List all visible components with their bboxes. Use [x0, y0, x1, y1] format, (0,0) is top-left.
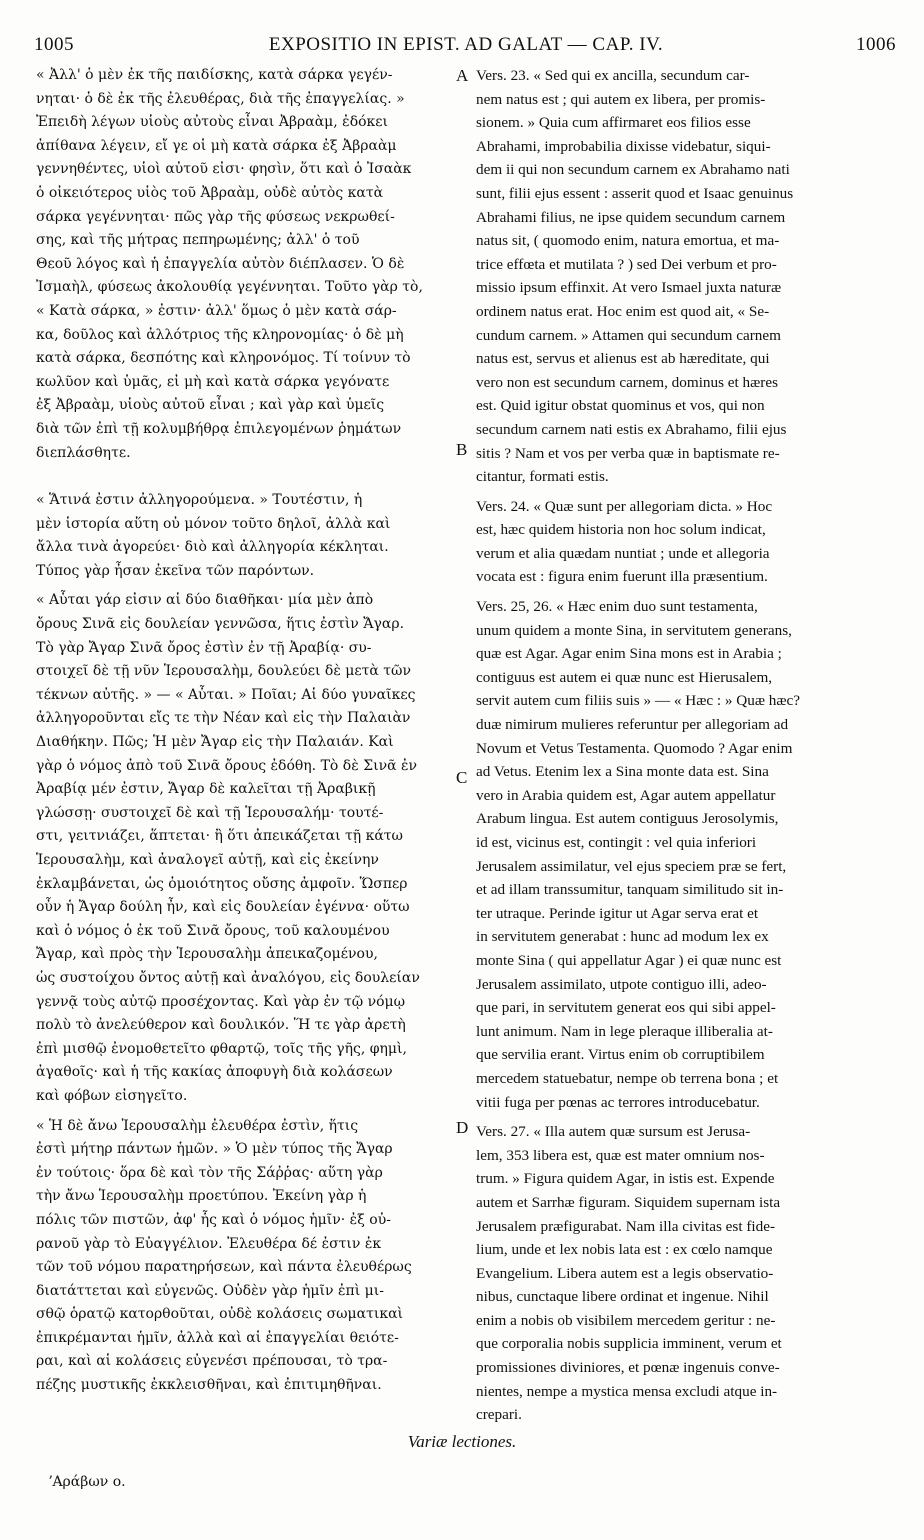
section-marker-d: D	[456, 1118, 469, 1137]
running-title: EXPOSITIO IN EPIST. AD GALAT — CAP. IV.	[268, 34, 664, 55]
section-marker-c: C	[456, 768, 468, 787]
latin-paragraph-1: Vers. 23. « Sed qui ex ancilla, secundum car- nem natus est ; qui autem ex libera, per promis- sionem. » Quia cum affirmaret eos filios esse Abrahami, improbabilia dixisse videbatur, siqui- dem ii qui non secundum carnem ex Abrahamo nati sunt, filii ejus essent : asserit quod et Isaac genuinus Abrahami filius, ne ipse quidem secundum carnem natus sit, ( quomodo enim, natura emortua, et ma- trice effœta et mutilata ? ) sed Dei verbum et pro- missio ipsum effinxit. At vero Ismael juxta naturæ ordinem natus erat. Hoc enim est quod ait, « Se- cundum carnem. » Attamen qui secundum carnem natus est, servus et alienus est ab hæreditate, qui vero non est secundum carnem, dominus et hæres est. Quid igitur obstat quominus et vos, qui non secundum carnem nati estis ex Abrahamo, filii ejus sitis ? Nam et vos per verba quæ in baptismate re- citantur, formati estis.	[476, 67, 794, 486]
greek-column	[36, 64, 454, 1398]
section-marker-a: A	[456, 66, 469, 85]
latin-paragraph-4: Vers. 27. « Illa autem quæ sursum est Jerusa- lem, 353 libera est, quæ est mater omnium nos- trum. » Figura quidem Agar, in istis est. Expende autem et Sarrhæ figuram. Siquidem supernam ista Jerusalem præfigurabat. Nam illa civitas est fide- lium, unde et lex nobis lata est : ex cœlo namque Evangelium. Libera autem est a legis observatio- nibus, cunctaque libere ordinat et ingenue. Nihil enim a nobis ob visibilem mercedem geritur : ne- que corporalia nobis supplicia imminent, verum et promissiones diviniores, et pœnæ ingenuis conve- nientes, nempe a mystica mensa excludi atque in- crepari.	[476, 1123, 782, 1424]
latin-paragraph-3: Vers. 25, 26. « Hæc enim duo sunt testamenta, unum quidem a monte Sina, in servitutem generans, quæ est Agar. Agar enim Sina mons est in Arabia ; contiguus est autem ei quæ nunc est Hierusalem, servit autem cum filiis suis » — « Hæc : » Quæ hæc? duæ nimirum mulieres referuntur per allegoriam ad Novum et Vetus Testamenta. Quomodo ? Agar enim ad Vetus. Etenim lex a Sina monte data est. Sina vero in Arabia quidem est, Agar autem appellatur Arabum lingua. Est autem contiguus Jerosolymis, id est, vicinus est, contingit : vel quia inferiori Jerusalem assimilatur, vel ejus speciem præ se fert, et ad illam transsumitur, tanquam similitudo sit in- ter utraque. Perinde igitur ut Agar serva erat et in servitutem generabat : hunc ad modum lex ex monte Sina ( qui appellatur Agar ) ei quæ nunc est Jerusalem assimilato, utpote contiguo illi, adeo- que pari, in servitutem generat eos qui sibi appel- lunt animum. Nam in lege pleraque illiberalia at- que servilia erant. Virtus enim ob corruptibilem mercedem statuebatur, nempe ob terrena bona ; et vitii fuga per pœnas ac terrores introducebatur.	[476, 598, 800, 1111]
latin-paragraph-2: Vers. 24. « Quæ sunt per allegoriam dicta. » Hoc est, hæc quidem historia non hoc solum indicat, verum et alia quædam nuntiat ; unde et allegoria vocata est : figura enim fuerunt illa præsentium.	[476, 497, 773, 586]
greek-paragraph-1: « Ἀλλ' ὁ μὲν ἐκ τῆς παιδίσκης, κατὰ σάρκα γεγέν- νηται· ὁ δὲ ἐκ τῆς ἐλευθέρας, διὰ τῆς ἐπαγγελίας. » Ἐπειδὴ λέγων υἱοὺς αὐτοὺς εἶναι Ἀβραὰμ, ἐδόκει ἀπίθανα λέγειν, εἴ γε οἱ μὴ κατὰ σάρκα ἐξ Ἀβραὰμ γεννηθέντες, υἱοὶ αὐτοῦ εἰσι· φησὶν, ὅτι καὶ ὁ Ἰσαὰκ ὁ οἰκειότερος υἱὸς τοῦ Ἀβραὰμ, οὐδὲ αὐτὸς κατὰ σάρκα γεγέννηται· πῶς γὰρ τῆς φύσεως νεκρωθεί- σης, καὶ τῆς μήτρας πεπηρωμένης; ἀλλ' ὁ τοῦ Θεοῦ λόγος καὶ ἡ ἐπαγγελία αὐτὸν διέπλασεν. Ὁ δὲ Ἰσμαὴλ, φύσεως ἀκολουθίᾳ γεγέννηται. Τοῦτο γὰρ τὸ, « Κατὰ σάρκα, » ἐστιν· ἀλλ' ὅμως ὁ μὲν κατὰ σάρ- κα, δοῦλος καὶ ἀλλότριος τῆς κληρονομίας· ὁ δὲ μὴ κατὰ σάρκα, δεσπότης καὶ κληρονόμος. Τί τοίνυν τὸ κωλῦον καὶ ὑμᾶς, εἰ μὴ καὶ κατὰ σάρκα γεγόνατε ἐξ Ἀβραὰμ, υἱοὺς αὐτοῦ εἶναι ; καὶ γὰρ καὶ ὑμεῖς διὰ τῶν ἐπὶ τῇ κολυμβήθρᾳ ἐπιλεγομένων ῥημάτων διεπλάσθητε.	[36, 67, 423, 461]
page-number-right: 1006	[856, 34, 896, 55]
latin-column	[476, 64, 892, 1427]
variant-readings-title: Variæ lectiones.	[407, 1432, 517, 1451]
section-marker-b: B	[456, 440, 468, 459]
page-header	[28, 34, 904, 60]
page-number-left: 1005	[34, 34, 74, 55]
greek-paragraph-2: « Ἅτινά ἐστιν ἀλληγορούμενα. » Τουτέστιν, ἡ μὲν ἱστορία αὕτη οὐ μόνον τοῦτο δηλοῖ, ἀλλὰ καὶ ἄλλα τινὰ ἀγορεύει· διὸ καὶ ἀλληγορία κέκληται. Τύπος γὰρ ἦσαν ἐκεῖνα τῶν παρόντων.	[36, 492, 391, 579]
greek-paragraph-3: « Αὗται γάρ εἰσιν αἱ δύο διαθῆκαι· μία μὲν ἀπὸ ὄρους Σινᾶ εἰς δουλείαν γεννῶσα, ἥτις ἐστὶν Ἄγαρ. Τὸ γὰρ Ἄγαρ Σινᾶ ὄρος ἐστὶν ἐν τῇ Ἀραβίᾳ· συ- στοιχεῖ δὲ τῇ νῦν Ἱερουσαλὴμ, δουλεύει δὲ μετὰ τῶν τέκνων αὐτῆς. » — « Αὗται. » Ποῖαι; Αἱ δύο γυναῖκες ἀλληγοροῦνται εἴς τε τὴν Νέαν καὶ εἰς τὴν Παλαιὰν Διαθήκην. Πῶς; Ἡ μὲν Ἄγαρ εἰς τὴν Παλαιάν. Καὶ γὰρ ὁ νόμος ἀπὸ τοῦ Σινᾶ ὄρους ἐδόθη. Τὸ δὲ Σινᾶ ἐν Ἀραβίᾳ μέν ἐστιν, Ἄγαρ δὲ καλεῖται τῇ Ἀραβικῇ γλώσσῃ· συστοιχεῖ δὲ καὶ τῇ Ἱερουσαλήμ· τουτέ- στι, γειτνιάζει, ἅπτεται· ἢ ὅτι ἀπεικάζεται τῇ κάτω Ἱερουσαλὴμ, καὶ ἀναλογεῖ αὐτῇ, καὶ εἰς ἐκείνην ἐκλαμβάνεται, ὡς ὁμοιότητος οὔσης ἀμφοῖν. Ὥσπερ οὖν ἡ Ἄγαρ δούλη ἦν, καὶ εἰς δουλείαν ἐγέννα· οὕτω καὶ ὁ νόμος ὁ ἐκ τοῦ Σινᾶ ὄρους, τοῦ καλουμένου Ἄγαρ, καὶ πρὸς τὴν Ἱερουσαλὴμ ἀπεικαζομένου, ὡς συστοίχου ὄντος αὐτῇ καὶ ἀναλόγου, εἰς δουλείαν γεννᾷ τοὺς αὐτῷ προσέχοντας. Καὶ γὰρ ἐν τῷ νόμῳ πολὺ τὸ ἀνελεύθερον καὶ δουλικόν. Ἥ τε γὰρ ἀρετὴ ἐπὶ μισθῷ ἐνομοθετεῖτο φθαρτῷ, τοῖς τῆς γῆς, φημὶ, ἀγαθοῖς· καὶ ἡ τῆς κακίας ἀποφυγὴ διὰ κολάσεων καὶ φόβων εἰσηγεῖτο.	[36, 592, 420, 1104]
variant-reading-note: ʼΑράβων ο.	[48, 1474, 126, 1490]
greek-paragraph-4: « Ἡ δὲ ἄνω Ἱερουσαλὴμ ἐλευθέρα ἐστὶν, ἥτις ἐστὶ μήτηρ πάντων ἡμῶν. » Ὁ μὲν τύπος τῆς Ἄγαρ ἐν τούτοις· ὅρα δὲ καὶ τὸν τῆς Σάῤῥας· αὕτη γὰρ τὴν ἄνω Ἱερουσαλὴμ προετύπου. Ἐκείνη γὰρ ἡ πόλις τῶν πιστῶν, ἀφ' ἧς καὶ ὁ νόμος ἡμῖν· ἐξ οὐ- ρανοῦ γὰρ τὸ Εὐαγγέλιον. Ἐλευθέρα δέ ἐστιν ἐκ τῶν τοῦ νόμου παρατηρήσεων, καὶ πάντα ἐλευθέρως διατάττεται καὶ εὐγενῶς. Οὐδὲν γὰρ ἡμῖν ἐπὶ μι- σθῷ ὁρατῷ κατορθοῦται, οὐδὲ κολάσεις σωματικαὶ ἐπικρέμανται ἡμῖν, ἀλλὰ καὶ αἱ ἐπαγγελίαι θειότε- ραι, καὶ αἱ κολάσεις εὐγενέσι πρέπουσαι, τὸ τρα- πέζης μυστικῆς ἐκκλεισθῆναι, καὶ ἐπιτιμηθῆναι.	[36, 1117, 412, 1394]
